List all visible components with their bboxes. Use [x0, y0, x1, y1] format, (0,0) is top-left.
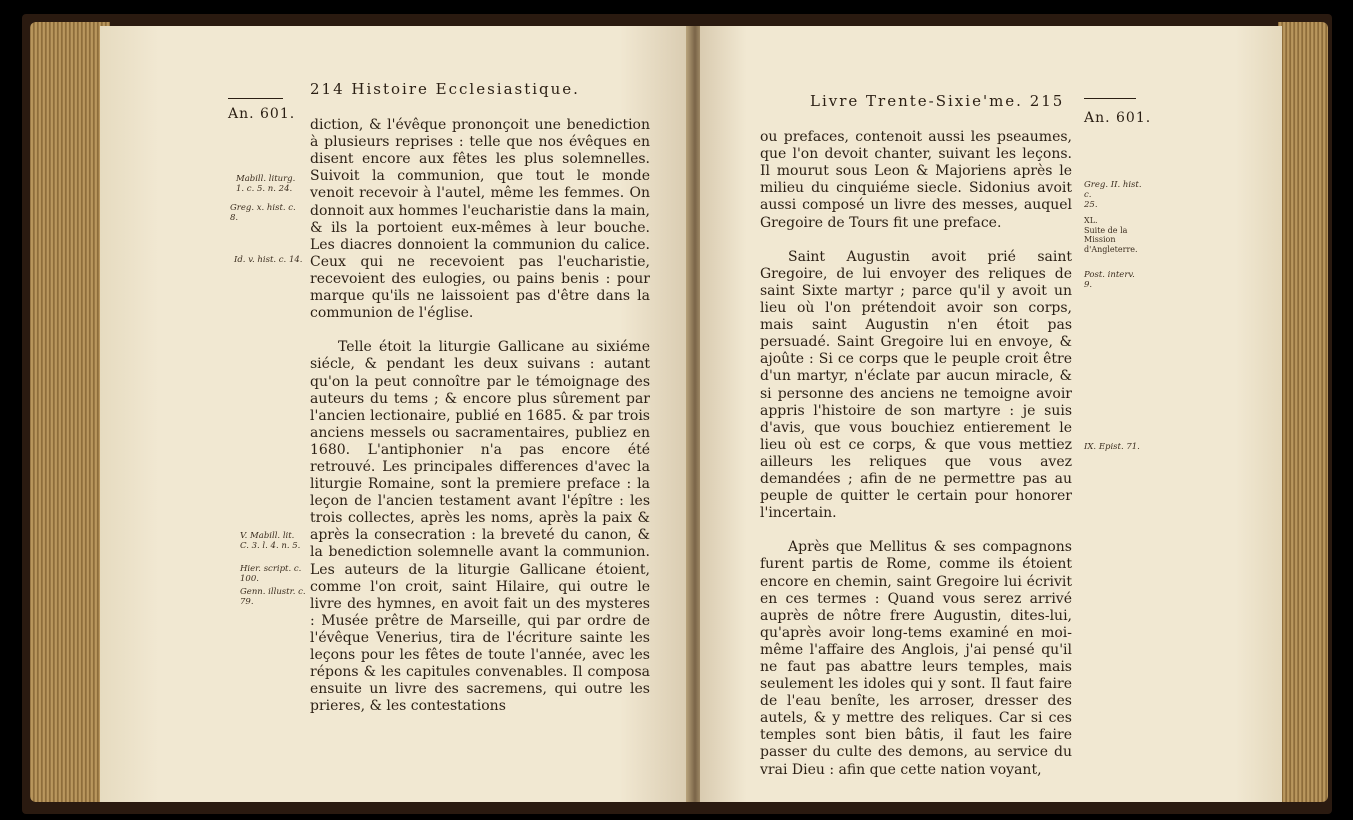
paragraph: Saint Augustin avoit prié saint Gregoire, de lui envoyer des reliques de saint Sixte martyr ; parce qu'il y avoit un lieu où l'on prétendoit avoir son corps, mais saint Augustin n'en étoit pas persuadé. Saint Gregoire lui en envoye, & ajoûte : Si ce corps que le peuple croit être d'un martyr, n'éclate par aucun miracle, & si personne des anciens ne temoigne avoir appris l'histoire de son martyre : je suis d'avis, que vous bouchiez entierement le lieu où est ce corps, & que vous mettiez ailleurs les reliques que vous avez demandées ; afin de ne permettre pas au peuple de quitter le certain pour honorer l'incertain. [760, 248, 1072, 522]
right-body [760, 112, 1072, 796]
margin-note: Id. v. hist. c. 14. [234, 255, 303, 265]
right-year-label: An. 601. [1084, 110, 1152, 126]
left-page [100, 26, 690, 802]
margin-note: Genn. illustr. c. 79. [240, 587, 306, 607]
header-rule [228, 98, 283, 99]
paragraph: Après que Mellitus & ses compagnons furent partis de Rome, comme ils étoient encore en chemin, saint Gregoire lui écrivit en ces termes : Quand vous serez arrivé auprès de nôtre frere Augustin, dites-lui, qu'après avoir long-tems examiné en moi-même l'affaire des Anglois, j'ai pensé qu'il ne faut pas abattre leurs temples, mais seulement les idoles qui y sont. Il faut faire de l'eau benîte, les arroser, dresser des autels, & y mettre des reliques. Car si ces temples sont bien bâtis, il faut les faire passer du culte des demons, au service du vrai Dieu : afin que cette nation voyant, [760, 539, 1072, 778]
margin-note: Greg. II. hist. c. 25. [1084, 180, 1142, 210]
paragraph: diction, & l'évêque prononçoit une benediction à plusieurs reprises : telle que nos évêques en disent encore aux fêtes les plus solemnelles. Suivoit la communion, que tout le monde venoit recevoir à l'autel, même les femmes. On donnoit aux hommes l'eucharistie dans la main, & ils la portoient eux-mêmes à leur bouche. Les diacres donnoient la communion du calice. Ceux qui ne recevoient pas l'eucharistie, recevoient des eulogies, ou pains benis : pour marque qu'ils ne laissoient pas d'être dans la communion de l'église. [310, 117, 650, 322]
section-note: XL. Suite de la Mission d'Angleterre. [1084, 216, 1138, 254]
paragraph: ou prefaces, contenoit aussi les pseaumes, que l'on devoit chanter, suivant les leçons. Il mourut sous Leon & Majoriens après le milieu du cinquiéme siecle. Sidonius avoit aussi composé un livre des messes, auquel Gregoire de Tours fit une preface. [760, 129, 1072, 231]
margin-note: IX. Epist. 71. [1084, 442, 1140, 452]
paragraph: Telle étoit la liturgie Gallicane au sixiéme siécle, & pendant les deux suivans : autant qu'on la peut connoître par le témoignage des auteurs du tems ; & encore plus sûrement par l'ancien lectionaire, publié en 1685. & par trois anciens messels ou sacramentaires, publiez en 1680. L'antiphonier n'a pas encore été retrouvé. Les principales differences d'avec la liturgie Romaine, sont la premiere preface : la leçon de l'ancien testament avant l'épître : les trois collectes, après les noms, après la paix & après la consecration : la breveté du canon, & la benediction solemnelle avant la communion. Les auteurs de la liturgie Gallicane étoient, comme l'on croit, saint Hilaire, qui outre le livre des hymnes, en avoit fait un des mysteres : Musée prêtre de Marseille, qui par ordre de l'évêque Venerius, tira de l'écriture sainte les leçons pour les fêtes de toute l'année, avec les répons & les capitules convenables. Il composa ensuite un livre des sacremens, qui outre les prieres, & les contestations [310, 339, 650, 715]
left-running-head: 214 Histoire Ecclesiastique. [310, 80, 580, 98]
margin-note: Post. interv. 9. [1084, 270, 1135, 290]
right-page [700, 26, 1282, 802]
right-running-head: Livre Trente-Sixie'me. 215 [810, 92, 1065, 110]
margin-note: V. Mabill. lit. C. 3. l. 4. n. 5. [240, 531, 301, 551]
margin-note: Greg. x. hist. c. 8. [230, 203, 296, 223]
header-rule [1084, 98, 1136, 99]
margin-note: Hier. script. c. 100. [240, 564, 302, 584]
left-year-label: An. 601. [228, 106, 296, 122]
left-body [310, 100, 650, 732]
margin-note: Mabill. liturg. 1. c. 5. n. 24. [236, 174, 296, 194]
page-edges-right [1278, 22, 1328, 802]
page-edges-left [30, 22, 110, 802]
